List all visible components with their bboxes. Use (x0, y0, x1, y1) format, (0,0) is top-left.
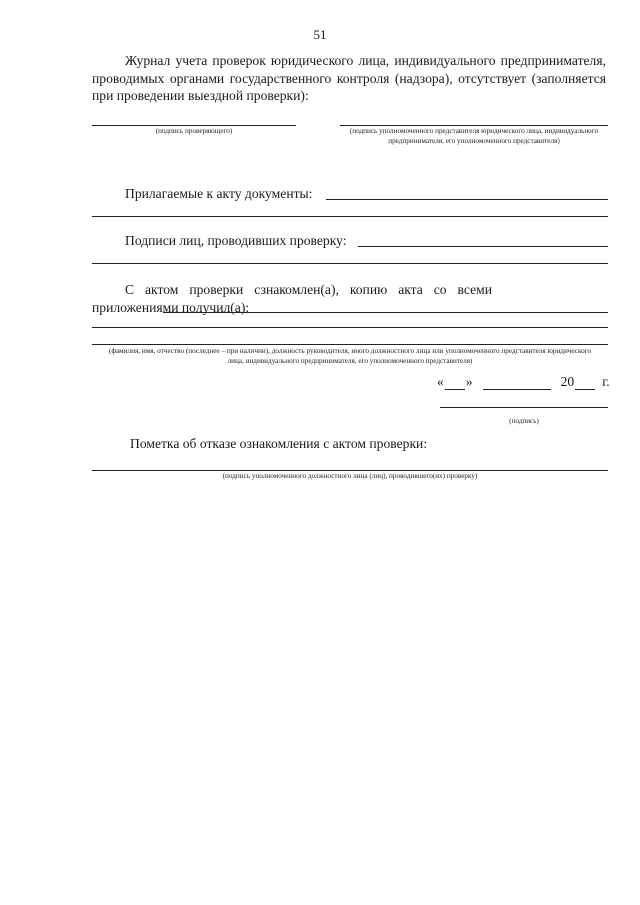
acquainted-line-2 (92, 327, 608, 328)
year-blank (575, 377, 595, 390)
representative-signature-caption: (подпись уполномоченного представителя юридического лица, индивидуального предпринимателя, его уполномоченного представителя) (349, 127, 599, 145)
year-suffix: г. (602, 374, 610, 389)
date-open-quote: « (437, 374, 444, 389)
acquainted-line-3 (92, 344, 608, 345)
date-close-quote: » (465, 374, 473, 389)
page-number: 51 (313, 27, 327, 42)
date-row (437, 374, 610, 390)
acquainted-caption: (фамилия, имя, отчество (последнее – при наличии), должность руководителя, иного должностного лица или уполномоченного представителя юридического лица, индивидуального предпринимателя, его уполномоченного представителя) (108, 347, 592, 365)
signatures-line-1 (358, 246, 608, 247)
journal-paragraph: Журнал учета проверок юридического лица, индивидуального предпринимателя, проводимых органами государственного контроля (надзора), отсутствует (заполняется при проведении выездной проверки): (92, 53, 606, 103)
acquainted-line-1 (163, 312, 608, 313)
acquainted-signature-line (440, 407, 608, 408)
documents-line-2 (92, 216, 608, 217)
acquainted-paragraph: С актом проверки сзнакомлен(а), копию акта со всеми приложениями получил(а): (92, 282, 492, 315)
day-blank (445, 377, 465, 390)
signatures-label: Подписи лиц, проводивших проверку: (125, 233, 347, 248)
signatures-line-2 (92, 263, 608, 264)
checker-signature-caption: (подпись проверяющего) (155, 127, 233, 135)
refusal-caption: (подпись уполномоченного должностного лица (лиц), проводившего(их) проверку) (222, 472, 478, 480)
month-blank (483, 377, 551, 390)
documents-label: Прилагаемые к акту документы: (125, 186, 313, 201)
refusal-label: Пометка об отказе ознакомления с актом проверки: (130, 436, 428, 451)
acquainted-signature-caption: (подпись) (509, 417, 539, 425)
documents-line-1 (326, 199, 608, 200)
year-prefix: 20 (560, 374, 575, 389)
